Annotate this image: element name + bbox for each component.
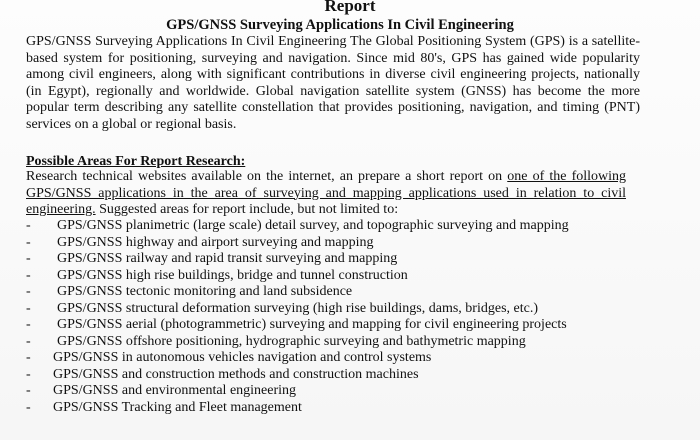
instructions-underlined: one of the following GPS/GNSS applications in the area of surveying and mapping applications used in relation to civil engineering. — [26, 169, 627, 217]
bullet-dash: - — [26, 383, 31, 398]
bullet-dash: - — [26, 366, 31, 382]
list-item — [26, 251, 666, 268]
list-item — [26, 350, 666, 367]
list-item-text: GPS/GNSS high rise buildings, bridge and tunnel construction — [57, 267, 408, 283]
list-item-text: GPS/GNSS railway and rapid transit surveying and mapping — [57, 251, 398, 266]
list-item — [26, 317, 666, 334]
list-item — [26, 218, 666, 235]
bullet-dash: - — [26, 284, 31, 299]
instructions-paragraph — [26, 169, 626, 219]
bullet-dash: - — [26, 333, 31, 349]
list-item — [26, 284, 666, 301]
list-item — [26, 383, 666, 400]
list-item-text: GPS/GNSS tectonic monitoring and land subsidence — [57, 284, 353, 299]
list-item — [26, 367, 666, 384]
list-item — [26, 235, 666, 252]
list-item — [26, 400, 666, 417]
bullet-dash: - — [26, 251, 31, 266]
list-item-text: GPS/GNSS planimetric (large scale) detail survey, and topographic surveying and mapping — [57, 218, 569, 233]
report-title: Report — [324, 0, 376, 15]
bullet-dash: - — [26, 267, 31, 283]
list-item — [26, 268, 666, 285]
list-item-text: GPS/GNSS in autonomous vehicles navigation and control systems — [53, 350, 432, 365]
bullet-dash: - — [26, 317, 31, 332]
list-item-text: GPS/GNSS Tracking and Fleet management — [53, 399, 302, 415]
bullet-dash: - — [26, 234, 31, 250]
instructions-tail: Suggested areas for report include, but not limited to: — [95, 202, 399, 217]
section-heading: Possible Areas For Report Research: — [26, 154, 246, 169]
list-item-text: GPS/GNSS structural deformation surveying (high rise buildings, dams, bridges, etc.) — [57, 300, 538, 316]
list-item-text: GPS/GNSS and environmental engineering — [53, 383, 297, 398]
bullet-dash: - — [26, 399, 31, 415]
bullet-dash: - — [26, 350, 31, 365]
areas-list — [26, 218, 666, 416]
list-item — [26, 301, 666, 318]
report-subtitle: GPS/GNSS Surveying Applications In Civil Engineering — [166, 17, 514, 33]
list-item-text: GPS/GNSS and construction methods and construction machines — [53, 366, 419, 382]
instructions-lead: Research technical websites available on the internet, an prepare a short report on — [26, 169, 508, 184]
intro-paragraph: GPS/GNSS Surveying Applications In Civil Engineering The Global Positioning System (GPS) is a satellite-based system for positioning, surveying and navigation. Since mid 80's, GPS has gained wide popularity among civil engineers, along with significant contributions in diverse civil engineering projects, nationally (in Egypt), regionally and worldwide. Global navigation satellite system (GNSS) has become the more popular term describing any satellite constellation that provides positioning, navigation, and timing (PNT) services on a global or regional basis. — [26, 34, 640, 132]
list-item-text: GPS/GNSS aerial (photogrammetric) surveying and mapping for civil engineering projects — [57, 317, 567, 332]
list-item-text: GPS/GNSS highway and airport surveying and mapping — [57, 234, 374, 250]
list-item-text: GPS/GNSS offshore positioning, hydrographic surveying and bathymetric mapping — [57, 333, 526, 349]
list-item — [26, 334, 666, 351]
bullet-dash: - — [26, 218, 31, 233]
bullet-dash: - — [26, 300, 31, 316]
